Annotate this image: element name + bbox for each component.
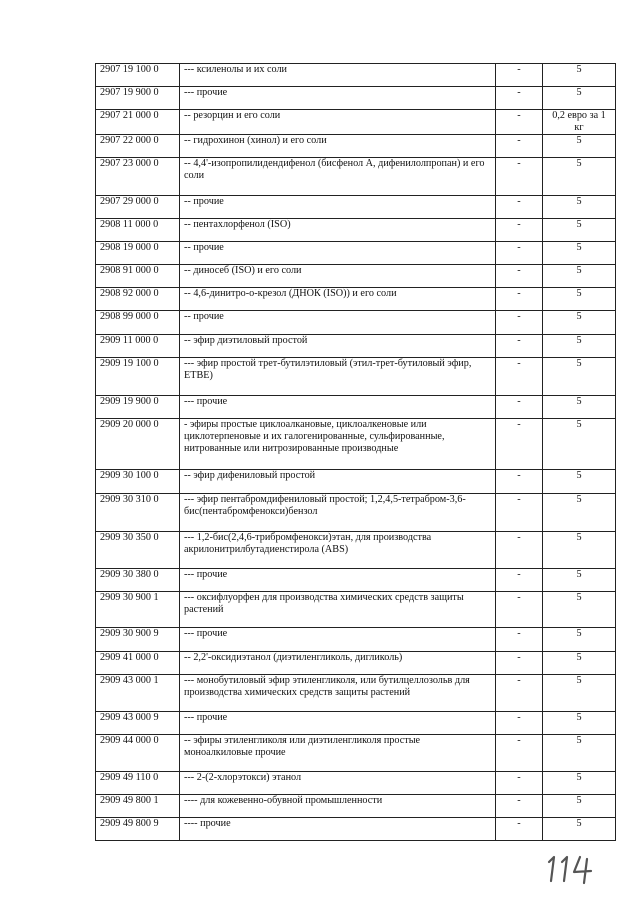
description-cell [180,135,496,158]
extra-column-cell [496,592,543,628]
duty-rate-cell [543,64,616,87]
description-cell [180,87,496,110]
description-text: --- эфир пентабромдифениловый простой; 1,2,4,5-тетрабром-3,6-бис(пентабромфенокси)бензол [184,494,466,517]
description-cell [180,470,496,494]
code-cell [96,712,180,735]
code-cell [96,396,180,419]
code-cell [96,795,180,818]
code-cell [96,219,180,242]
description-text: --- 2-(2-хлорэтокси) этанол [184,772,302,783]
duty-rate-text: 5 [576,675,582,686]
duty-rate-text: 5 [576,494,582,505]
duty-rate-cell [543,219,616,242]
table-row [96,532,616,569]
table-row [96,311,616,335]
table-row [96,675,616,712]
description-cell [180,569,496,592]
description-text: -- резорцин и его соли [184,110,281,121]
duty-rate-cell [543,135,616,158]
extra-column-cell [496,470,543,494]
description-cell [180,735,496,772]
description-text: --- 1,2-бис(2,4,6-трибромфенокси)этан, для производства акрилонитрилбутадиенстирола (ABS) [184,532,432,555]
table-row [96,242,616,265]
duty-rate-cell [543,419,616,470]
extra-column-cell [496,396,543,419]
code-cell [96,419,180,470]
table-row [96,494,616,532]
description-cell [180,419,496,470]
code-text: 2907 19 100 0 [100,64,159,75]
extra-column-cell [496,795,543,818]
duty-rate-cell [543,532,616,569]
description-cell [180,712,496,735]
table-row [96,396,616,419]
code-cell [96,652,180,675]
description-text: -- 4,6-динитро-о-крезол (ДНОК (ISO)) и его соли [184,288,397,299]
duty-rate-cell [543,335,616,358]
code-text: 2909 30 900 1 [100,592,159,603]
duty-rate-cell [543,242,616,265]
description-cell [180,818,496,841]
description-text: -- прочие [184,242,224,253]
duty-rate-text: 5 [576,592,582,603]
code-text: 2907 19 900 0 [100,87,159,98]
extra-column-text: - [517,265,521,276]
duty-rate-text: 5 [576,470,582,481]
duty-rate-text: 5 [576,419,582,430]
extra-column-text: - [517,242,521,253]
description-text: -- пентахлорфенол (ISO) [184,219,291,230]
extra-column-cell [496,242,543,265]
code-text: 2909 30 310 0 [100,494,159,505]
duty-rate-text: 5 [576,335,582,346]
description-cell [180,288,496,311]
table-row [96,712,616,735]
duty-rate-cell [543,87,616,110]
code-text: 2909 49 110 0 [100,772,159,783]
duty-rate-cell [543,311,616,335]
extra-column-cell [496,675,543,712]
code-text: 2909 30 350 0 [100,532,159,543]
description-text: -- прочие [184,311,224,322]
extra-column-text: - [517,311,521,322]
duty-rate-text: 5 [576,242,582,253]
code-cell [96,569,180,592]
extra-column-text: - [517,110,521,121]
extra-column-text: - [517,396,521,407]
table-row [96,265,616,288]
code-text: 2907 23 000 0 [100,158,159,169]
code-cell [96,110,180,135]
table-row [96,652,616,675]
code-text: 2909 30 900 9 [100,628,159,639]
extra-column-cell [496,64,543,87]
extra-column-cell [496,419,543,470]
extra-column-cell [496,712,543,735]
code-text: 2907 29 000 0 [100,196,159,207]
description-cell [180,64,496,87]
duty-rate-text: 5 [576,87,582,98]
code-cell [96,64,180,87]
code-text: 2907 21 000 0 [100,110,159,121]
table-row [96,87,616,110]
code-text: 2909 20 000 0 [100,419,159,430]
description-cell [180,795,496,818]
code-text: 2909 44 000 0 [100,735,159,746]
table-row [96,795,616,818]
code-text: 2909 30 100 0 [100,470,159,481]
extra-column-cell [496,158,543,196]
duty-rate-cell [543,735,616,772]
description-cell [180,265,496,288]
code-text: 2909 49 800 1 [100,795,159,806]
table-row [96,470,616,494]
description-text: --- прочие [184,87,228,98]
code-text: 2908 92 000 0 [100,288,159,299]
description-cell [180,494,496,532]
extra-column-text: - [517,735,521,746]
description-cell [180,196,496,219]
table-row [96,419,616,470]
code-text: 2909 19 100 0 [100,358,159,369]
description-text: -- эфир диэтиловый простой [184,335,308,346]
duty-rate-text: 5 [576,158,582,169]
tariff-table-body [96,64,616,841]
extra-column-text: - [517,675,521,686]
duty-rate-text: 0,2 евро за 1 кг [552,110,606,133]
description-text: --- монобутиловый эфир этиленгликоля, или бутилцеллозольв для производства химических средств защиты растений [184,675,470,698]
duty-rate-cell [543,795,616,818]
extra-column-cell [496,110,543,135]
extra-column-text: - [517,335,521,346]
description-text: ---- прочие [184,818,231,829]
description-text: --- прочие [184,712,228,723]
table-row [96,628,616,652]
code-text: 2908 19 000 0 [100,242,159,253]
extra-column-cell [496,311,543,335]
duty-rate-cell [543,110,616,135]
description-text: --- прочие [184,628,228,639]
code-cell [96,735,180,772]
extra-column-text: - [517,795,521,806]
extra-column-text: - [517,87,521,98]
description-text: --- ксиленолы и их соли [184,64,287,75]
tariff-table [95,63,616,841]
duty-rate-text: 5 [576,532,582,543]
extra-column-text: - [517,532,521,543]
duty-rate-text: 5 [576,772,582,783]
extra-column-text: - [517,64,521,75]
table-row [96,64,616,87]
extra-column-text: - [517,818,521,829]
extra-column-text: - [517,494,521,505]
extra-column-text: - [517,592,521,603]
extra-column-text: - [517,652,521,663]
description-cell [180,532,496,569]
description-text: -- 4,4'-изопропилидендифенол (бисфенол А, дифенилолпропан) и его соли [184,158,485,181]
duty-rate-cell [543,158,616,196]
description-cell [180,628,496,652]
description-text: --- эфир простой трет-бутилэтиловый (этил-трет-бутиловый эфир, ЕТВЕ) [184,358,472,381]
extra-column-text: - [517,628,521,639]
duty-rate-cell [543,396,616,419]
description-cell [180,110,496,135]
extra-column-text: - [517,358,521,369]
code-text: 2908 91 000 0 [100,265,159,276]
table-row [96,158,616,196]
duty-rate-cell [543,628,616,652]
extra-column-cell [496,265,543,288]
duty-rate-cell [543,675,616,712]
duty-rate-text: 5 [576,358,582,369]
description-text: - эфиры простые циклоалкановые, циклоалкеновые или циклотерпеновые и их галогенированные, сульфированные, нитрованные или нитрозированные производные [184,419,445,454]
extra-column-cell [496,196,543,219]
description-text: --- прочие [184,569,228,580]
extra-column-cell [496,335,543,358]
code-text: 2909 30 380 0 [100,569,159,580]
description-text: -- прочие [184,196,224,207]
duty-rate-cell [543,196,616,219]
extra-column-text: - [517,135,521,146]
extra-column-text: - [517,569,521,580]
duty-rate-text: 5 [576,569,582,580]
table-row [96,196,616,219]
duty-rate-text: 5 [576,712,582,723]
table-row [96,772,616,795]
description-cell [180,311,496,335]
extra-column-cell [496,358,543,396]
extra-column-text: - [517,419,521,430]
code-cell [96,592,180,628]
table-row [96,288,616,311]
description-cell [180,242,496,265]
description-cell [180,652,496,675]
duty-rate-text: 5 [576,652,582,663]
extra-column-text: - [517,219,521,230]
code-cell [96,470,180,494]
description-text: -- эфиры этиленгликоля или диэтиленгликоля простые моноалкиловые прочие [184,735,421,758]
duty-rate-text: 5 [576,396,582,407]
extra-column-cell [496,87,543,110]
extra-column-cell [496,532,543,569]
extra-column-text: - [517,158,521,169]
code-text: 2908 99 000 0 [100,311,159,322]
code-cell [96,265,180,288]
table-row [96,110,616,135]
extra-column-text: - [517,712,521,723]
handwritten-page-number [543,853,603,885]
extra-column-cell [496,494,543,532]
duty-rate-cell [543,288,616,311]
table-row [96,219,616,242]
extra-column-cell [496,219,543,242]
duty-rate-text: 5 [576,288,582,299]
description-cell [180,396,496,419]
extra-column-cell [496,569,543,592]
description-cell [180,592,496,628]
code-text: 2909 11 000 0 [100,335,159,346]
extra-column-cell [496,735,543,772]
description-text: ---- для кожевенно-обувной промышленности [184,795,383,806]
duty-rate-cell [543,818,616,841]
duty-rate-cell [543,652,616,675]
duty-rate-text: 5 [576,64,582,75]
extra-column-cell [496,288,543,311]
table-row [96,335,616,358]
extra-column-cell [496,628,543,652]
code-cell [96,158,180,196]
code-text: 2909 19 900 0 [100,396,159,407]
duty-rate-text: 5 [576,311,582,322]
duty-rate-cell [543,494,616,532]
duty-rate-cell [543,592,616,628]
duty-rate-text: 5 [576,818,582,829]
code-cell [96,628,180,652]
table-row [96,358,616,396]
description-text: --- прочие [184,396,228,407]
code-text: 2907 22 000 0 [100,135,159,146]
description-text: -- 2,2'-оксидиэтанол (диэтиленгликоль, дигликоль) [184,652,403,663]
extra-column-cell [496,652,543,675]
code-text: 2909 43 000 1 [100,675,159,686]
description-text: -- гидрохинон (хинол) и его соли [184,135,327,146]
extra-column-cell [496,135,543,158]
description-text: -- диносеб (ISO) и его соли [184,265,302,276]
code-cell [96,196,180,219]
description-cell [180,675,496,712]
code-cell [96,494,180,532]
duty-rate-cell [543,470,616,494]
code-cell [96,358,180,396]
code-cell [96,335,180,358]
duty-rate-cell [543,712,616,735]
table-row [96,735,616,772]
extra-column-text: - [517,470,521,481]
table-row [96,818,616,841]
code-cell [96,818,180,841]
description-cell [180,158,496,196]
duty-rate-cell [543,569,616,592]
duty-rate-cell [543,772,616,795]
description-cell [180,219,496,242]
code-cell [96,135,180,158]
duty-rate-text: 5 [576,265,582,276]
duty-rate-text: 5 [576,135,582,146]
duty-rate-text: 5 [576,196,582,207]
description-cell [180,335,496,358]
table-row [96,135,616,158]
code-cell [96,87,180,110]
code-cell [96,242,180,265]
code-text: 2908 11 000 0 [100,219,159,230]
duty-rate-text: 5 [576,795,582,806]
extra-column-cell [496,772,543,795]
code-cell [96,772,180,795]
description-text: --- оксифлуорфен для производства химических средств защиты растений [184,592,464,615]
duty-rate-text: 5 [576,628,582,639]
table-row [96,592,616,628]
duty-rate-text: 5 [576,219,582,230]
extra-column-cell [496,818,543,841]
duty-rate-text: 5 [576,735,582,746]
duty-rate-cell [543,358,616,396]
description-cell [180,772,496,795]
extra-column-text: - [517,288,521,299]
description-cell [180,358,496,396]
code-cell [96,532,180,569]
duty-rate-cell [543,265,616,288]
code-cell [96,288,180,311]
table-row [96,569,616,592]
code-cell [96,311,180,335]
description-text: -- эфир дифениловый простой [184,470,316,481]
code-text: 2909 43 000 9 [100,712,159,723]
code-cell [96,675,180,712]
code-text: 2909 41 000 0 [100,652,159,663]
code-text: 2909 49 800 9 [100,818,159,829]
extra-column-text: - [517,772,521,783]
extra-column-text: - [517,196,521,207]
